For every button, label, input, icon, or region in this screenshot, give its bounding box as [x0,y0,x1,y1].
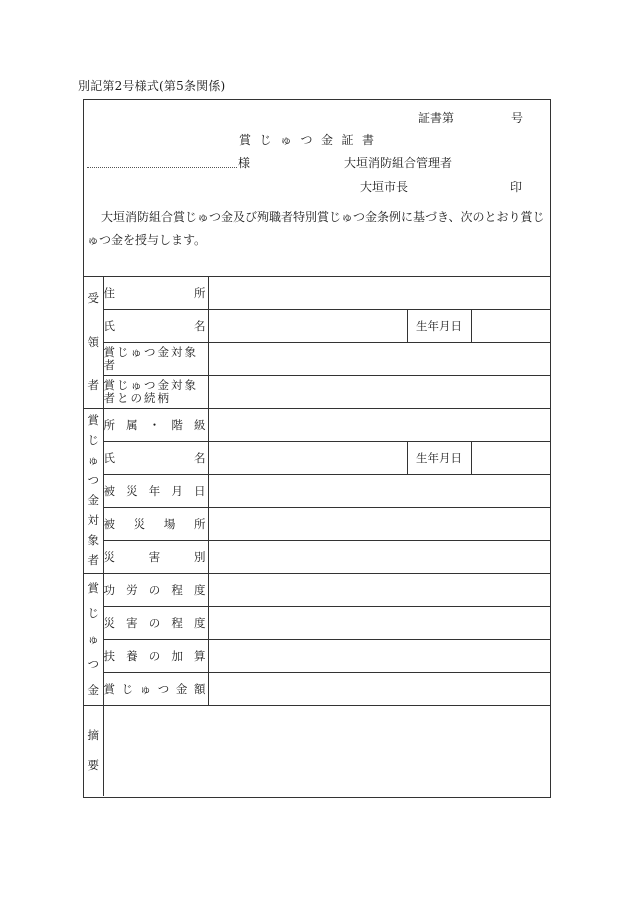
certificate-form [83,99,551,798]
certificate-number-suffix: 号 [511,111,524,125]
recipient-relationship-field[interactable] [208,376,550,409]
award-merit-degree-label: 功 労 の 程 度 [103,574,208,607]
target-birthdate-label: 生年月日 [407,442,471,475]
target-disaster-date-label: 被 災 年 月 日 [103,475,208,508]
award-amount-label: 賞 じ ゅ つ 金 額 [103,673,208,706]
target-birthdate-field[interactable] [471,442,550,475]
target-affiliation-label: 所 属 ・ 階 級 [103,409,208,442]
recipient-birthdate-label: 生年月日 [407,310,471,343]
certificate-body-text: 大垣消防組合賞じゅつ金及び殉職者特別賞じゅつ金条例に基づき、次のとおり賞じゅつ金を授与します。 [87,210,545,247]
target-disaster-place-field[interactable] [208,508,550,541]
award-damage-degree-label: 災 害 の 程 度 [103,607,208,640]
recipient-target-person-label: 賞じゅつ金対象者 [103,343,208,376]
recipient-address-field[interactable] [208,277,550,310]
table-row [84,541,550,574]
target-disaster-place-label: 被 災 場 所 [103,508,208,541]
recipient-group-label: 受 領 者 [84,277,103,409]
form-reference: 別記第2号様式(第5条関係) [78,79,226,93]
award-group-label: 賞 じ ゅ つ 金 [84,574,103,706]
certificate-table [84,276,550,796]
recipient-birthdate-field[interactable] [471,310,550,343]
target-group-label: 賞 じ ゅ つ 金 対 象 者 [84,409,103,574]
table-row [84,277,550,310]
issuer-mayor: 大垣市長 [360,180,409,194]
table-row [84,706,550,796]
remarks-group-label: 摘 要 [84,706,103,796]
award-dependent-addition-field[interactable] [208,640,550,673]
table-row [84,310,550,343]
target-name-label: 氏 名 [103,442,208,475]
table-row [84,409,550,442]
recipient-address-label: 住 所 [103,277,208,310]
certificate-number-label: 証書第 [418,111,455,125]
award-dependent-addition-label: 扶 養 の 加 算 [103,640,208,673]
table-row [84,475,550,508]
table-row [84,673,550,706]
recipient-name-label: 氏 名 [103,310,208,343]
table-row [84,607,550,640]
addressee-honorific: 様 [238,156,251,170]
target-disaster-type-label: 災 害 別 [103,541,208,574]
table-row [84,640,550,673]
target-disaster-type-field[interactable] [208,541,550,574]
seal-mark: 印 [510,180,523,194]
recipient-target-person-field[interactable] [208,343,550,376]
certificate-header [84,100,550,276]
table-row [84,442,550,475]
remarks-field[interactable] [103,706,550,796]
table-row [84,508,550,541]
issuer-organization: 大垣消防組合管理者 [344,156,453,170]
recipient-relationship-label: 賞じゅつ金対象者との続柄 [103,376,208,409]
table-row [84,343,550,376]
table-row [84,574,550,607]
table-row [84,376,550,409]
target-name-field[interactable] [208,442,407,475]
addressee-dotted-line [87,167,237,168]
award-merit-degree-field[interactable] [208,574,550,607]
award-amount-field[interactable] [208,673,550,706]
document-title: 賞じゅつ金証書 [239,133,383,147]
recipient-name-field[interactable] [208,310,407,343]
target-disaster-date-field[interactable] [208,475,550,508]
award-damage-degree-field[interactable] [208,607,550,640]
target-affiliation-field[interactable] [208,409,550,442]
